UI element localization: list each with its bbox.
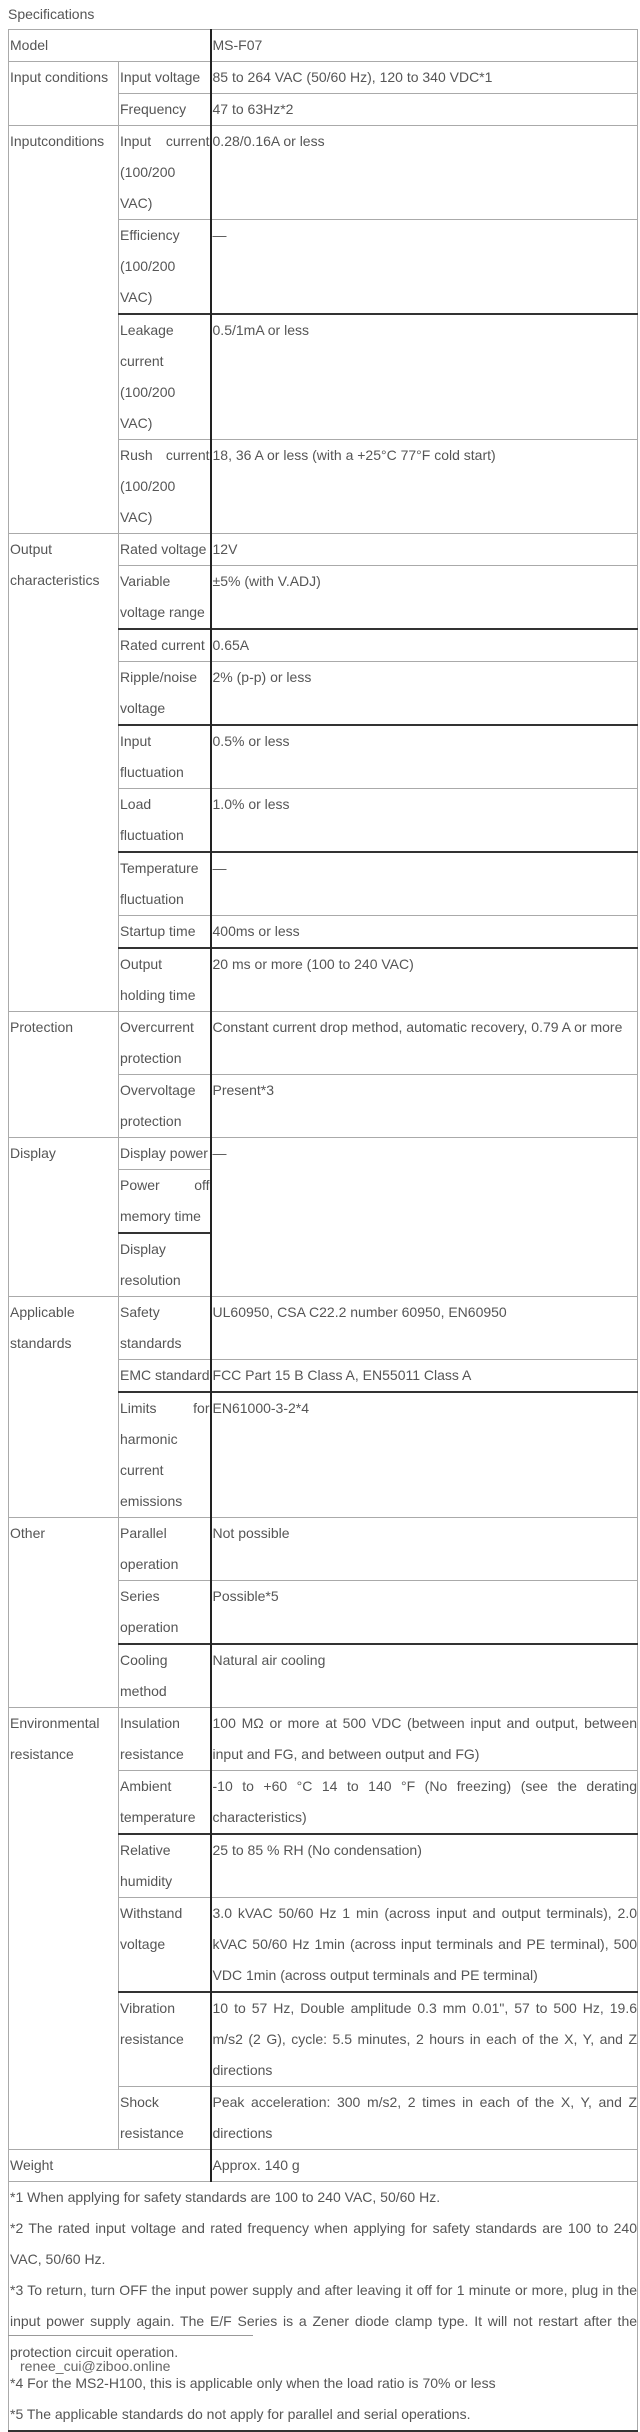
row-value: 12V: [211, 534, 638, 566]
row-label: Parallel operation: [119, 1518, 211, 1581]
row-value: Constant current drop method, automatic recovery, 0.79 A or more: [211, 1012, 638, 1075]
group-label: Environmental resistance: [9, 1708, 119, 2150]
table-row: [9, 126, 638, 220]
footnote: *5 The applicable standards do not apply for parallel and serial operations.: [10, 2406, 471, 2422]
specifications-table: [8, 29, 638, 2432]
row-label: Limits for harmonic current emissions: [119, 1392, 211, 1518]
table-row: [9, 1708, 638, 1771]
row-label: Rated current: [119, 629, 211, 662]
row-label: Ambient temperature: [119, 1771, 211, 1835]
footnotes: [9, 2182, 638, 2432]
row-value: 100 MΩ or more at 500 VDC (between input and output, between input and FG, and between output and FG): [211, 1708, 638, 1771]
row-value: 3.0 kVAC 50/60 Hz 1 min (across input and output terminals), 2.0 kVAC 50/60 Hz 1min (across input terminals and PE terminal), 500 VDC 1min (across output terminals and PE terminal): [211, 1898, 638, 1993]
row-value: ±5% (with V.ADJ): [211, 566, 638, 630]
row-value: EN61000-3-2*4: [211, 1392, 638, 1518]
footnotes-row: [9, 2182, 638, 2432]
footnote: *2 The rated input voltage and rated frequency when applying for safety standards are 100 to 240 VAC, 50/60 Hz.: [10, 2220, 638, 2267]
row-label: Cooling method: [119, 1644, 211, 1708]
row-value: 0.5/1mA or less: [211, 314, 638, 440]
row-label: Output holding time: [119, 948, 211, 1012]
group-label: Other: [9, 1518, 119, 1708]
row-label: Input voltage: [119, 62, 211, 94]
row-value: MS-F07: [211, 30, 638, 62]
row-label: Series operation: [119, 1581, 211, 1645]
row-value: Approx. 140 g: [211, 2150, 638, 2182]
row-value: FCC Part 15 B Class A, EN55011 Class A: [211, 1360, 638, 1393]
table-row: [9, 1518, 638, 1581]
row-value: Peak acceleration: 300 m/s2, 2 times in each of the X, Y, and Z directions: [211, 2087, 638, 2150]
footnote: *1 When applying for safety standards are 100 to 240 VAC, 50/60 Hz.: [10, 2189, 441, 2205]
group-label: Applicable standards: [9, 1297, 119, 1518]
row-label: Power off memory time: [119, 1170, 211, 1234]
row-label: Leakage current (100/200 VAC): [119, 314, 211, 440]
row-value: UL60950, CSA C22.2 number 60950, EN60950: [211, 1297, 638, 1360]
row-value: 25 to 85 % RH (No condensation): [211, 1834, 638, 1898]
row-value: 0.28/0.16A or less: [211, 126, 638, 220]
row-label: Display resolution: [119, 1233, 211, 1297]
row-value: —: [211, 1138, 638, 1297]
row-value: 20 ms or more (100 to 240 VAC): [211, 948, 638, 1012]
row-label: Safety standards: [119, 1297, 211, 1360]
row-value: 85 to 264 VAC (50/60 Hz), 120 to 340 VDC*1: [211, 62, 638, 94]
row-label: Variable voltage range: [119, 566, 211, 630]
row-value: —: [211, 852, 638, 916]
row-value: Present*3: [211, 1075, 638, 1138]
row-label: Ripple/noise voltage: [119, 662, 211, 726]
row-value: 18, 36 A or less (with a +25°C 77°F cold start): [211, 440, 638, 534]
row-label: Overvoltage protection: [119, 1075, 211, 1138]
table-row: [9, 1012, 638, 1075]
group-label: Display: [9, 1138, 119, 1297]
row-value: —: [211, 220, 638, 315]
footnote: *4 For the MS2-H100, this is applicable only when the load ratio is 70% or less: [10, 2375, 496, 2391]
table-row: [9, 1297, 638, 1360]
footnote: *3 To return, turn OFF the input power supply and after leaving it off for 1 minute or more, plug in the input power supply again. The E/F Series is a Zener diode clamp type. It will not restart after the protection circuit operation.: [10, 2282, 638, 2360]
row-value: 400ms or less: [211, 916, 638, 949]
row-value: Possible*5: [211, 1581, 638, 1645]
row-label: Model: [9, 30, 211, 62]
row-label: Withstand voltage: [119, 1898, 211, 1993]
row-value: Natural air cooling: [211, 1644, 638, 1708]
row-value: -10 to +60 °C 14 to 140 °F (No freezing) (see the derating characteristics): [211, 1771, 638, 1835]
row-label: Overcurrent protection: [119, 1012, 211, 1075]
table-row: [9, 1138, 638, 1170]
row-label: Input current (100/200 VAC): [119, 126, 211, 220]
row-value: 1.0% or less: [211, 789, 638, 853]
row-label: EMC standard: [119, 1360, 211, 1393]
row-label: Efficiency (100/200 VAC): [119, 220, 211, 315]
row-value: 47 to 63Hz*2: [211, 94, 638, 126]
row-label: Load fluctuation: [119, 789, 211, 853]
group-label: Input conditions: [9, 62, 119, 126]
table-row: [9, 62, 638, 94]
row-label: Rush current (100/200 VAC): [119, 440, 211, 534]
row-label: Input fluctuation: [119, 725, 211, 789]
row-label: Relative humidity: [119, 1834, 211, 1898]
row-value: Not possible: [211, 1518, 638, 1581]
row-label: Weight: [9, 2150, 211, 2182]
row-value: 2% (p-p) or less: [211, 662, 638, 726]
row-label: Temperature fluctuation: [119, 852, 211, 916]
group-label: Protection: [9, 1012, 119, 1138]
row-label: Frequency: [119, 94, 211, 126]
table-row-model: [9, 30, 638, 62]
page-title: Specifications: [8, 6, 95, 22]
row-value: 0.5% or less: [211, 725, 638, 789]
row-label: Shock resistance: [119, 2087, 211, 2150]
row-label: Startup time: [119, 916, 211, 949]
group-label: Output characteristics: [9, 534, 119, 1012]
row-value: 10 to 57 Hz, Double amplitude 0.3 mm 0.01", 57 to 500 Hz, 19.6 m/s2 (2 G), cycle: 5.5 minutes, 2 hours in each of the X, Y, and Z directions: [211, 1992, 638, 2087]
table-row-weight: [9, 2150, 638, 2182]
group-label: Inputconditions: [9, 126, 119, 534]
row-value: 0.65A: [211, 629, 638, 662]
row-label: Display power: [119, 1138, 211, 1170]
row-label: Insulation resistance: [119, 1708, 211, 1771]
email-address[interactable]: renee_cui@ziboo.online: [20, 2358, 171, 2374]
table-row: [9, 534, 638, 566]
row-label: Rated voltage: [119, 534, 211, 566]
row-label: Vibration resistance: [119, 1992, 211, 2087]
signature-divider: [8, 2335, 253, 2336]
